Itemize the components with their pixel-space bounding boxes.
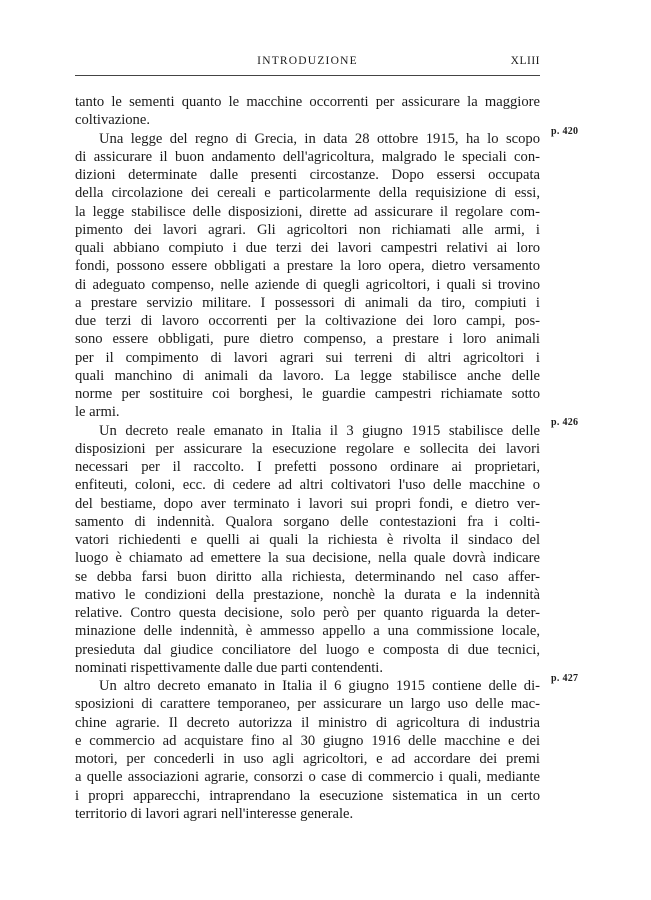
text-line: se debba farsi buon diritto alla richiesta, determinando nel caso affer- (75, 568, 540, 585)
text-line: e commercio ad acquistare fino al 30 giugno 1916 delle macchine e dei (75, 732, 540, 749)
text-line: Un altro decreto emanato in Italia il 6 giugno 1915 contiene delle di- (99, 678, 540, 694)
text-line: minazione delle indennità, è ammesso appello a una commissione locale, (75, 623, 540, 640)
text-line: nominati rispettivamente dalle due parti contendenti. (75, 659, 383, 676)
text-line: coltivazione. (75, 112, 150, 129)
text-line: samento di indennità. Qualora sorgano delle contestazioni fra i colti- (75, 513, 540, 530)
text-line: territorio di lavori agrari nell'interesse generale. (75, 805, 354, 822)
text-line: due terzi di lavoro occorrenti per la coltivazione dei loro campi, pos- (75, 313, 540, 329)
text-line: pimento dei lavori agrari. Gli agricoltori non richiamati alle armi, i (75, 221, 540, 238)
text-line: le armi. (75, 404, 120, 421)
page-number: XLIII (510, 55, 540, 67)
body-text (75, 93, 540, 823)
margin-ref: p. 426 (551, 417, 579, 428)
text-line: della circolazione dei cereali e particolarmente della requisizione di essi, (75, 185, 540, 202)
margin-ref: p. 420 (551, 126, 579, 137)
text-line: presieduta dal giudice conciliatore del luogo e composta di due tecnici, (75, 641, 540, 658)
running-title: INTRODUZIONE (257, 55, 358, 67)
text-line: quali abbiano compiuto i due terzi dei lavori campestri relativi ai loro (75, 240, 540, 256)
text-line: mativo le condizioni della prestazione, nonchè la durata e la indennità (75, 586, 540, 603)
page-header (75, 55, 540, 73)
text-line: sposizioni di carattere temporaneo, per assicurare un largo uso delle mac- (75, 696, 540, 713)
text-line: motori, per concederli in uso agli agricoltori, e ad accordare dei premi (75, 751, 540, 767)
text-line: necessari per il raccolto. I prefetti possono ordinare ai proprietari, (75, 459, 540, 475)
text-line: per il compimento di lavori agrari sui terreni di altri agricoltori i (75, 349, 540, 366)
margin-ref: p. 427 (551, 673, 579, 684)
text-line: a quelle associazioni agrarie, consorzi o case di commercio i quali, mediante (75, 769, 540, 786)
text-line: dizioni determinate dalle presenti circostanze. Dopo essersi occupata (75, 167, 540, 183)
text-line: vatori richiedenti e quelli ai quali la richiesta è rivolta il sindaco del (75, 532, 540, 548)
text-line: Un decreto reale emanato in Italia il 3 giugno 1915 stabilisce delle (99, 422, 540, 439)
text-line: disposizioni per assicurare la esecuzione regolare e sollecita dei lavori (75, 440, 540, 457)
text-line: i propri apparecchi, intraprendano la esecuzione sistematica in un certo (75, 787, 540, 804)
text-line: enfiteuti, coloni, ecc. di cedere ad altri coltivatori l'uso delle macchine o (75, 477, 540, 494)
text-line: norme per sostituire coi borghesi, le guardie campestri richiamate sotto (75, 386, 540, 402)
text-line: relative. Contro questa decisione, solo però per quanto riguarda la deter- (75, 605, 540, 621)
text-line: del bestiame, dopo aver terminato i lavori sui propri fondi, e dietro ver- (75, 495, 540, 512)
text-line: di adeguato compenso, nelle aziende di quegli agricoltori, i quali si trovino (75, 276, 540, 293)
text-line: luogo è chiamato ad emettere la sua decisione, nella quale dovrà indicare (75, 550, 540, 567)
text-line: sono essere obbligati, pure dietro compenso, a prestare i loro animali (75, 331, 540, 348)
text-line: fondi, possono essere obbligati a prestare la loro opera, dietro versamento (75, 258, 540, 275)
text-line: tanto le sementi quanto le macchine occorrenti per assicurare la maggiore (75, 94, 540, 110)
text-line: di assicurare il buon andamento dell'agricoltura, malgrado le speciali con- (75, 148, 540, 165)
text-line: la legge stabilisce delle disposizioni, dirette ad assicurare il regolare com- (75, 203, 540, 220)
text-line: Una legge del regno di Grecia, in data 28 ottobre 1915, ha lo scopo (99, 130, 540, 147)
text-line: chine agrarie. Il decreto autorizza il ministro di agricoltura di industria (75, 714, 540, 731)
header-rule (75, 75, 540, 76)
text-line: a prestare servizio militare. I possessori di animali da tiro, compiuti i (75, 294, 540, 311)
text-line: quali manchino di animali da lavoro. La legge stabilisce anche delle (75, 367, 540, 384)
